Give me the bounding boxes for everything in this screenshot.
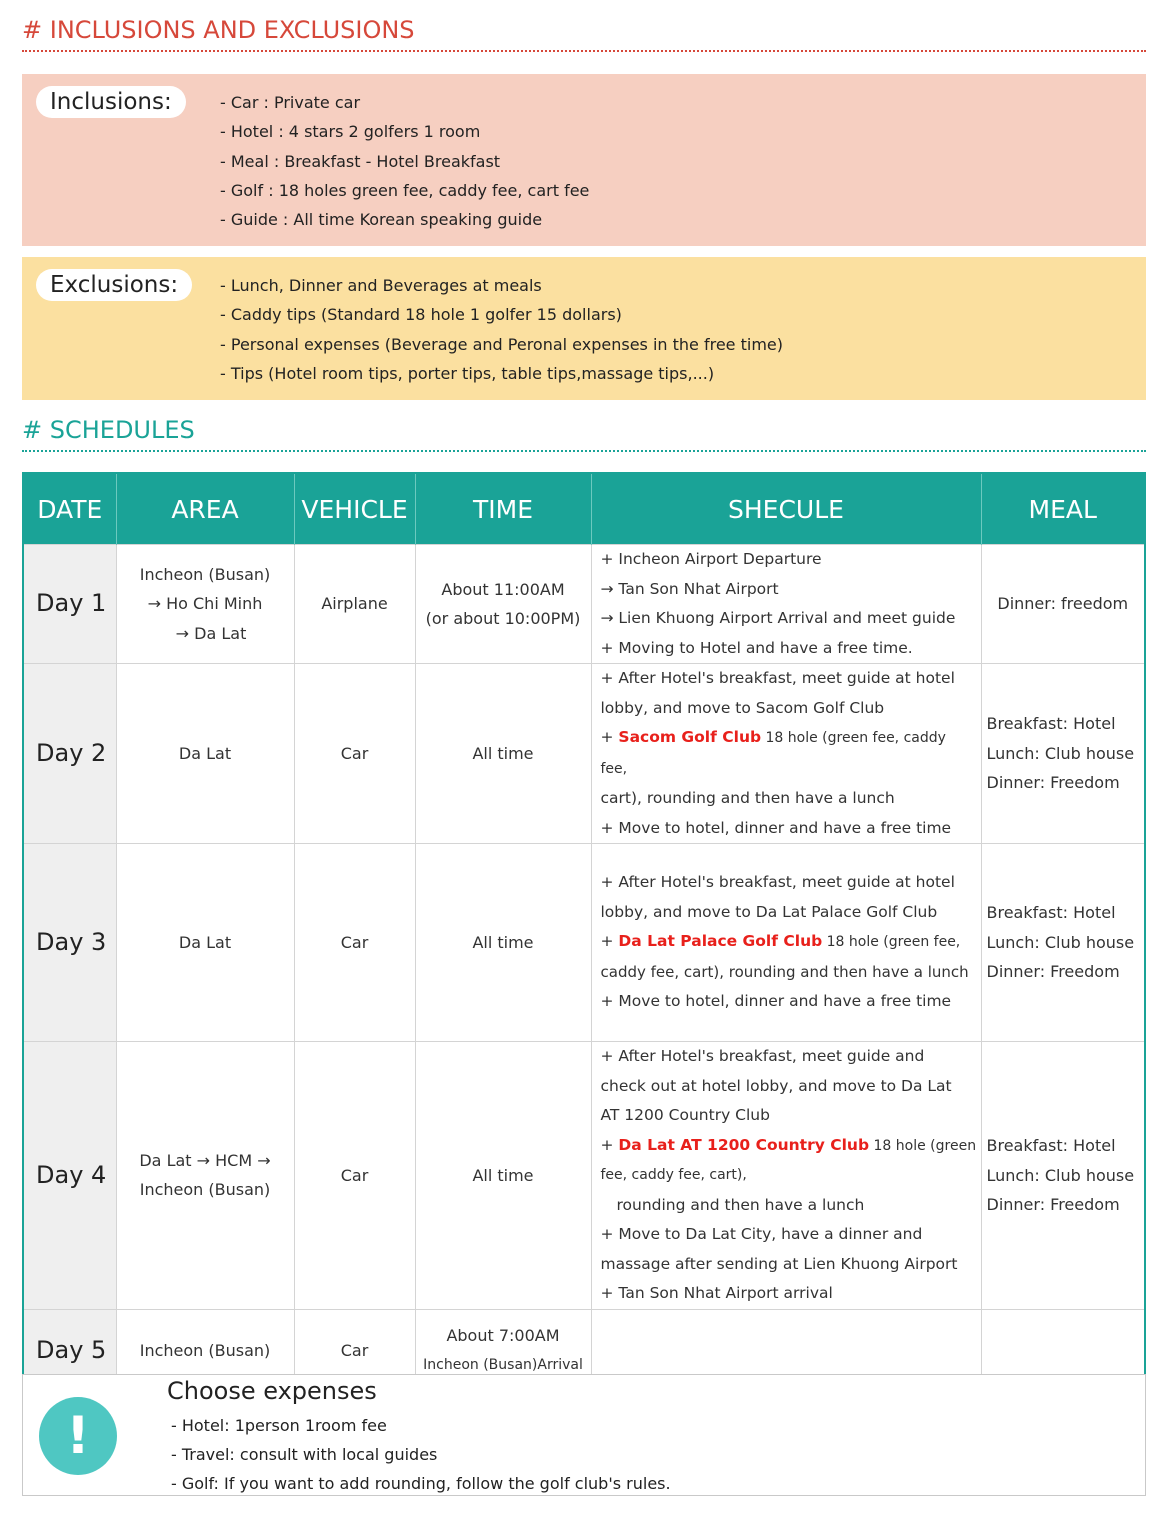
expenses-box: [22, 1374, 1146, 1496]
list-item: - Golf: If you want to add rounding, follow the golf club's rules.: [171, 1474, 671, 1493]
schedule-line: + Move to Da Lat City, have a dinner and: [600, 1225, 923, 1243]
meal-line: Lunch: Club house: [986, 932, 1135, 952]
area-cell: [116, 545, 294, 664]
exclamation-icon: !: [39, 1397, 117, 1475]
schedule-line: → Lien Khuong Airport Arrival and meet guide: [600, 609, 956, 627]
golf-club-detail: 18 hole (green fee,: [822, 934, 961, 951]
meal-line: Breakfast: Hotel: [986, 903, 1116, 923]
day-cell: Day 2: [23, 664, 116, 844]
schedule-line: + After Hotel's breakfast, meet guide at hotel: [600, 873, 955, 892]
schedule-line: + After Hotel's breakfast, meet guide and: [600, 1047, 925, 1065]
schedule-cell: [591, 844, 981, 1042]
exclusions-list: [220, 271, 783, 388]
schedule-line: + Da Lat AT 1200 Country Club 18 hole (green: [600, 1135, 977, 1154]
meal-line: Lunch: Club house: [986, 1165, 1135, 1185]
vehicle-cell: Airplane: [294, 545, 415, 664]
golf-club-detail: 18 hole (green fee, caddy fee,: [600, 730, 946, 777]
schedule-line: → Tan Son Nhat Airport: [600, 579, 779, 598]
meal-line: Breakfast: Hotel: [986, 1136, 1116, 1155]
list-item: - Personal expenses (Beverage and Peronal expenses in the free time): [220, 334, 783, 354]
schedule-line: + Incheon Airport Departure: [600, 550, 822, 568]
inclusions-label: Inclusions:: [36, 86, 186, 118]
time-cell: [415, 664, 591, 844]
schedule-line: cart), rounding and then have a lunch: [600, 789, 895, 807]
area-line: Da Lat: [178, 743, 232, 763]
table-header-row: [23, 473, 1145, 545]
area-line: Incheon (Busan): [139, 1341, 271, 1360]
day-cell: Day 3: [23, 844, 116, 1042]
day-cell: Day 4: [23, 1042, 116, 1310]
list-item: - Lunch, Dinner and Beverages at meals: [220, 276, 542, 295]
meal-line: Dinner: freedom: [997, 594, 1129, 614]
column-header-date: DATE: [23, 473, 116, 545]
vehicle-cell: Car: [294, 1042, 415, 1310]
column-header-area: AREA: [116, 473, 294, 545]
column-header-schedule: SHECULE: [591, 473, 981, 545]
time-line: About 7:00AM: [446, 1326, 560, 1346]
schedule-line: + Move to hotel, dinner and have a free time: [600, 818, 952, 837]
table-row: [23, 1042, 1145, 1310]
vehicle-cell: Car: [294, 844, 415, 1042]
golf-club-name: Da Lat Palace Golf Club: [618, 932, 823, 951]
time-cell: [415, 844, 591, 1042]
meal-line: Dinner: Freedom: [986, 1195, 1120, 1214]
time-line: About 11:00AM: [441, 579, 565, 599]
golf-club-name: Sacom Golf Club: [618, 728, 762, 746]
time-line: All time: [472, 932, 534, 952]
schedule-line: lobby, and move to Sacom Golf Club: [600, 698, 885, 717]
list-item: - Car : Private car: [220, 93, 361, 112]
meal-line: Lunch: Club house: [986, 743, 1135, 763]
schedule-cell: [591, 1042, 981, 1310]
schedule-cell: [591, 664, 981, 844]
schedule-table: [22, 472, 1146, 1394]
golf-club-name: Da Lat AT 1200 Country Club: [618, 1135, 870, 1154]
schedule-line: + After Hotel's breakfast, meet guide at hotel: [600, 669, 955, 687]
list-item: - Caddy tips (Standard 18 hole 1 golfer 15 dollars): [220, 305, 622, 325]
time-cell: [415, 1042, 591, 1310]
exclusions-label: Exclusions:: [36, 269, 192, 301]
schedule-line: + Move to hotel, dinner and have a free time: [600, 992, 952, 1011]
list-item: - Hotel: 1person 1room fee: [171, 1416, 387, 1435]
schedule-line: + Sacom Golf Club 18 hole (green fee, caddy fee,: [600, 728, 946, 777]
exclusions-box: [22, 257, 1146, 400]
schedule-line: massage after sending at Lien Khuong Airport: [600, 1254, 958, 1273]
list-item: - Travel: consult with local guides: [171, 1445, 438, 1464]
table-row: [23, 844, 1145, 1042]
meal-line: Dinner: Freedom: [986, 773, 1120, 793]
schedule-line: + Moving to Hotel and have a free time.: [600, 638, 913, 657]
area-line: → Ho Chi Minh: [147, 594, 263, 614]
table-row: [23, 545, 1145, 664]
time-line: All time: [472, 1165, 534, 1185]
golf-club-detail: 18 hole (green: [869, 1137, 977, 1154]
column-header-time: TIME: [415, 473, 591, 545]
schedule-line: lobby, and move to Da Lat Palace Golf Club: [600, 902, 938, 921]
area-cell: [116, 664, 294, 844]
table-row: [23, 664, 1145, 844]
area-cell: [116, 844, 294, 1042]
area-line: Incheon (Busan): [139, 1180, 271, 1200]
list-item: - Tips (Hotel room tips, porter tips, table tips,massage tips,...): [220, 363, 715, 383]
schedules-section-title: # SCHEDULES: [22, 416, 1146, 452]
meal-cell: [981, 1042, 1145, 1310]
meal-cell: [981, 545, 1145, 664]
schedule-line: fee, caddy fee, cart),: [600, 1167, 747, 1183]
area-line: Incheon (Busan): [139, 564, 271, 584]
meal-cell: [981, 664, 1145, 844]
day-cell: Day 5: [23, 1309, 116, 1393]
inclusions-box: [22, 74, 1146, 246]
inclusions-section-title: # INCLUSIONS AND EXCLUSIONS: [22, 16, 1146, 52]
time-cell: [415, 545, 591, 664]
area-line: → Da Lat: [175, 623, 247, 643]
inclusions-list: [220, 88, 589, 234]
schedule-line: check out at hotel lobby, and move to Da Lat: [600, 1076, 952, 1095]
expenses-title: Choose expenses: [167, 1377, 377, 1405]
schedule-cell: [591, 545, 981, 664]
column-header-meal: MEAL: [981, 473, 1145, 545]
meal-cell: [981, 844, 1145, 1042]
meal-line: Dinner: Freedom: [986, 962, 1120, 982]
schedule-line: AT 1200 Country Club: [600, 1106, 770, 1124]
area-cell: [116, 1042, 294, 1310]
list-item: - Hotel : 4 stars 2 golfers 1 room: [220, 122, 481, 142]
schedule-line: + Da Lat Palace Golf Club 18 hole (green fee,: [600, 932, 961, 951]
list-item: - Guide : All time Korean speaking guide: [220, 210, 543, 230]
area-line: Da Lat → HCM →: [139, 1150, 271, 1170]
meal-line: Breakfast: Hotel: [986, 714, 1116, 734]
schedule-line: rounding and then have a lunch: [616, 1195, 865, 1214]
list-item: - Meal : Breakfast - Hotel Breakfast: [220, 151, 501, 171]
vehicle-cell: Car: [294, 664, 415, 844]
list-item: - Golf : 18 holes green fee, caddy fee, cart fee: [220, 180, 590, 200]
time-line: (or about 10:00PM): [425, 609, 581, 628]
time-line: Incheon (Busan)Arrival: [423, 1356, 583, 1373]
vehicle-cell: Car: [294, 1309, 415, 1393]
expenses-list: [171, 1411, 671, 1498]
column-header-vehicle: VEHICLE: [294, 473, 415, 545]
schedule-line: caddy fee, cart), rounding and then have a lunch: [600, 962, 969, 981]
day-cell: Day 1: [23, 545, 116, 664]
area-line: Da Lat: [178, 932, 232, 952]
schedule-line: + Tan Son Nhat Airport arrival: [600, 1284, 833, 1302]
time-line: All time: [472, 743, 534, 763]
